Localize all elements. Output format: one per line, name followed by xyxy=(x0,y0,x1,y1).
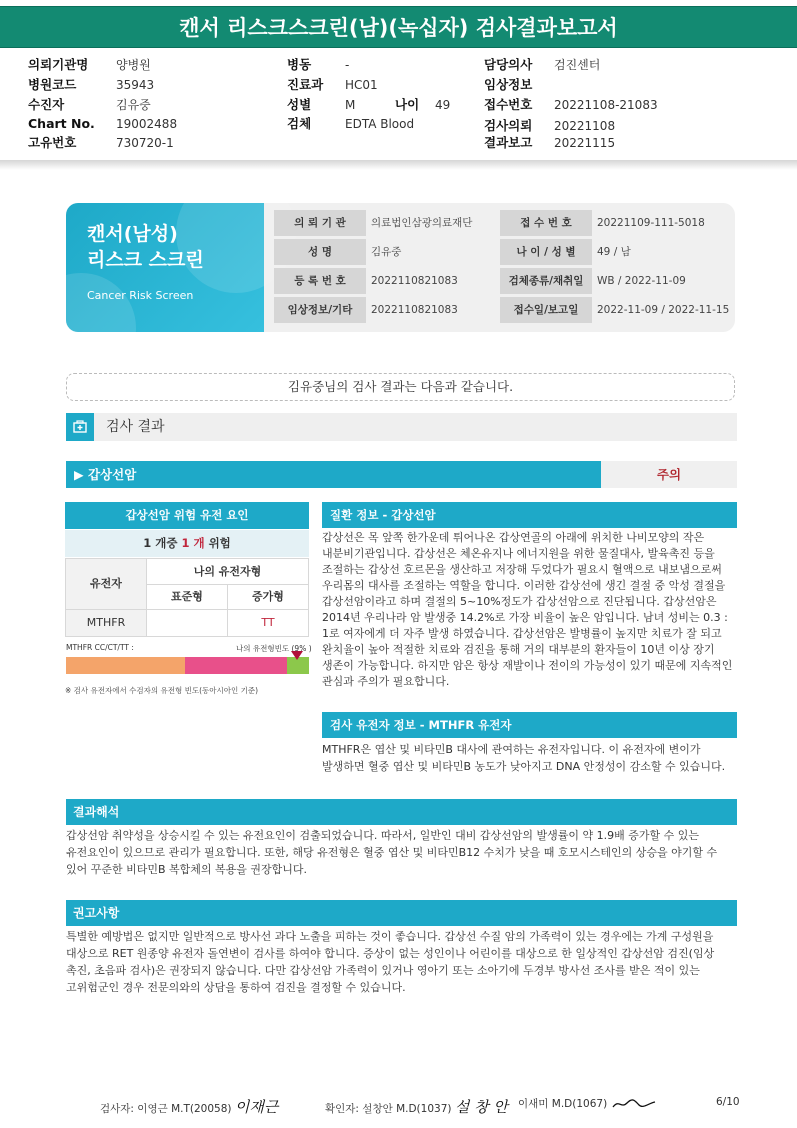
page-number: 6/10 xyxy=(716,1096,740,1108)
specimen-value: EDTA Blood xyxy=(345,117,415,131)
receipt-label: 접수번호 xyxy=(484,97,533,112)
card-label: 나 이 / 성 별 xyxy=(500,239,592,265)
interpretation-title: 결과해석 xyxy=(66,799,737,825)
age-label: 나이 xyxy=(395,97,420,112)
section-title: 검사 결과 xyxy=(106,419,165,435)
card-row xyxy=(274,268,726,294)
card-brand-panel xyxy=(66,203,264,332)
ward-label: 병동 xyxy=(287,57,312,72)
recommendation-line: 대상으로 RET 원종양 유전자 돌연변이 검사를 하여야 합니다. 증상이 없는 성인이나 어린이를 대상으로 한 일상적인 갑상선암 검진(임상 xyxy=(66,947,715,960)
genotype-bar-label: MTHFR CC/CT/TT : xyxy=(66,643,134,652)
request-value: 20221108 xyxy=(554,119,616,133)
increased-value: TT xyxy=(227,609,309,637)
card-row xyxy=(274,239,726,265)
patient-card xyxy=(66,203,735,332)
genotype-frequency-segment-cc xyxy=(66,657,185,674)
unique-label: 고유번호 xyxy=(28,135,77,150)
interpretation-line: 있어 꾸준한 비타민B 복합체의 복용을 권장합니다. xyxy=(66,863,308,876)
gene-info-line: 발생하면 혈중 엽산 및 비타민B 농도가 낮아지고 DNA 안정성이 감소할 수 있습니다. xyxy=(322,760,726,773)
dept-label: 진료과 xyxy=(287,77,324,92)
gene-header: 유전자 xyxy=(65,558,147,610)
card-value: 의료법인삼광의료재단 xyxy=(371,217,473,229)
recommendation-line: 고위험군인 경우 전문의와의 상담을 통하여 검진을 결정할 수 있습니다. xyxy=(66,981,406,994)
recommendation-body xyxy=(66,928,736,996)
unique-value: 730720-1 xyxy=(116,136,174,150)
medical-kit-icon xyxy=(66,413,94,441)
my-genotype-header: 나의 유전자형 xyxy=(146,558,309,585)
confirmer-text: 확인자: 설창안 M.D(1037) xyxy=(325,1103,452,1115)
examiner-signature: 이재근 xyxy=(234,1098,279,1116)
institution-label: 의뢰기관명 xyxy=(28,57,89,72)
frequency-marker-icon xyxy=(291,651,303,660)
increased-header: 증가형 xyxy=(227,584,309,610)
examiner xyxy=(100,1096,278,1117)
doctor-value: 검진센터 xyxy=(554,58,601,72)
thyroid-cancer-header: ▶ 갑상선암 xyxy=(66,461,601,488)
examiner-text: 검사자: 이영근 M.T(20058) xyxy=(100,1103,232,1115)
disease-info-line: 내분비기관입니다. 갑상선은 체온유지나 에너지원을 위한 물질대사, 발육촉진 등을 xyxy=(322,547,715,560)
report-title: 캔서 리스크스크린(남)(녹십자) 검사결과보고서 xyxy=(0,6,797,48)
gene-info-body xyxy=(322,741,737,775)
card-label: 임상정보/기타 xyxy=(274,297,366,323)
clinical-label: 임상정보 xyxy=(484,77,533,92)
card-label: 검체종류/채취일 xyxy=(500,268,592,294)
card-value: WB / 2022-11-09 xyxy=(597,275,686,287)
gene-info-title: 검사 유전자 정보 - MTHFR 유전자 xyxy=(322,712,737,738)
disease-info-line: 관심과 주의가 필요합니다. xyxy=(322,675,450,688)
hospital-code-label: 병원코드 xyxy=(28,77,77,92)
dept-value: HC01 xyxy=(345,78,378,92)
card-label: 접수일/보고일 xyxy=(500,297,592,323)
chart-value: 19002488 xyxy=(116,117,178,131)
card-value: 김유중 xyxy=(371,246,402,258)
card-row xyxy=(274,210,726,236)
card-label: 접 수 번 호 xyxy=(500,210,592,236)
interpretation-line: 유전요인이 있으므로 관리가 필요합니다. 또한, 해당 유전형은 혈중 엽산 및 비타민B12 수치가 낮을 때 호모시스테인의 상승을 야기할 수 xyxy=(66,846,718,859)
specimen-label: 검체 xyxy=(287,116,312,131)
doctor-label: 담당의사 xyxy=(484,57,533,72)
frequency-value: 9% xyxy=(294,644,307,653)
card-label: 의 뢰 기 관 xyxy=(274,210,366,236)
risk-table-title: 갑상선암 위험 유전 요인 xyxy=(65,502,309,529)
sex-label: 성별 xyxy=(287,97,312,112)
risk-count-prefix: 1 개중 xyxy=(143,536,182,550)
card-value: 2022-11-09 / 2022-11-15 xyxy=(597,304,730,316)
confirmer2 xyxy=(518,1096,657,1111)
card-subtitle: Cancer Risk Screen xyxy=(87,289,194,302)
card-value: 49 / 남 xyxy=(597,246,631,258)
card-value: 2022110821083 xyxy=(371,304,458,316)
receipt-value: 20221108-21083 xyxy=(554,98,658,112)
genotype-frequency-segment-ct xyxy=(185,657,287,674)
card-title-line1: 캔서(남성) xyxy=(87,223,178,245)
institution-value: 양병원 xyxy=(116,58,151,72)
card-row xyxy=(274,297,730,323)
card-label: 등 록 번 호 xyxy=(274,268,366,294)
confirmer2-text: 이새미 M.D(1067) xyxy=(518,1098,608,1110)
ward-value: - xyxy=(345,58,350,72)
report-date-value: 20221115 xyxy=(554,136,616,150)
card-label: 성 명 xyxy=(274,239,366,265)
gene-name: MTHFR xyxy=(65,609,147,637)
request-label: 검사의뢰 xyxy=(484,118,533,133)
disease-info-line: 완치율이 높아 적절한 치료와 검진을 통해 거의 대부분의 환자들이 10년 이상 장기 xyxy=(322,643,715,656)
interpretation-body xyxy=(66,827,736,878)
disease-info-line: 우리몸의 대사를 조절하는 역할을 합니다. 이러한 갑상선에 생긴 결절 중 악성 결절을 xyxy=(322,579,726,592)
disease-info-line: 1로 여자에게 더 자주 발생 하였습니다. 갑상선암은 발병률이 높지만 치료가 잘 되고 xyxy=(322,627,722,640)
report-date-label: 결과보고 xyxy=(484,135,533,150)
risk-count-hit: 1 개 xyxy=(181,536,205,550)
patient-value: 김유중 xyxy=(116,98,151,112)
risk-count-suffix: 위험 xyxy=(204,536,231,550)
thyroid-status-badge: 주의 xyxy=(601,461,737,488)
standard-header: 표준형 xyxy=(146,584,228,610)
disease-info-line: 갑상선은 목 앞쪽 한가운데 튀어나온 갑상연골의 아래에 위치한 나비모양의 작은 xyxy=(322,531,705,544)
card-title-line2: 리스크 스크린 xyxy=(87,249,204,271)
result-greeting: 김유중님의 검사 결과는 다음과 같습니다. xyxy=(66,373,735,401)
disease-info-line: 2014년 우리나라 암 발생중 14.2%로 가장 비율이 높은 암입니다. 남녀 성비는 0.3 : xyxy=(322,611,728,624)
recommendation-title: 권고사항 xyxy=(66,900,737,926)
confirmer xyxy=(325,1096,508,1117)
recommendation-line: 촉진, 초음파 검사)은 권장되지 않습니다. 다만 갑상선암 가족력이 있거나 영아기 또는 소아기에 두경부 방사선 조사를 받은 적이 있는 xyxy=(66,964,700,977)
disease-info-line: 조절하는 갑상선 호르몬을 생산하고 저장해 두었다가 필요시 혈액으로 내보냄으로써 xyxy=(322,563,722,576)
sex-value: M xyxy=(345,98,356,112)
gene-info-line: MTHFR은 엽산 및 비타민B 대사에 관여하는 유전자입니다. 이 유전자에 변이가 xyxy=(322,743,701,756)
confirmer-signature: 설 창 안 xyxy=(454,1098,508,1116)
hospital-code-value: 35943 xyxy=(116,78,155,92)
patient-label: 수진자 xyxy=(28,97,65,112)
risk-count xyxy=(65,530,309,557)
recommendation-line: 특별한 예방법은 없지만 일반적으로 방사선 과다 노출을 피하는 것이 좋습니다. 갑상선 수질 암의 가족력이 있는 경우에는 가계 구성원을 xyxy=(66,930,714,943)
frequency-label-close: ) xyxy=(306,644,312,653)
frequency-label-text: 나의 유전형빈도 ( xyxy=(236,644,295,653)
disease-info-line: 갑상선암이라고 하며 결절의 5~10%정도가 갑상선암으로 진단됩니다. 갑상선암은 xyxy=(322,595,717,608)
card-value: 2022110821083 xyxy=(371,275,458,287)
frequency-note: ※ 검사 유전자에서 수검자의 유전형 빈도(동아시아인 기준) xyxy=(65,686,259,695)
section-heading xyxy=(66,413,737,441)
disease-info-title: 질환 정보 - 갑상선암 xyxy=(322,502,737,528)
signature-scribble-icon xyxy=(611,1097,657,1111)
card-value: 20221109-111-5018 xyxy=(597,217,705,229)
chart-label: Chart No. xyxy=(28,116,95,131)
interpretation-line: 갑상선암 취약성을 상승시킬 수 있는 유전요인이 검출되었습니다. 따라서, 일반인 대비 갑상선암의 발생률이 약 1.9배 증가할 수 있는 xyxy=(66,829,699,842)
age-value: 49 xyxy=(435,98,451,112)
report-info-block xyxy=(0,52,797,162)
disease-info-body xyxy=(322,530,737,690)
standard-value xyxy=(146,609,228,637)
disease-info-line: 생존이 가능합니다. 하지만 암은 항상 재발이나 전이의 가능성이 있기 때문에 지속적인 xyxy=(322,659,733,672)
header-divider xyxy=(0,160,797,170)
